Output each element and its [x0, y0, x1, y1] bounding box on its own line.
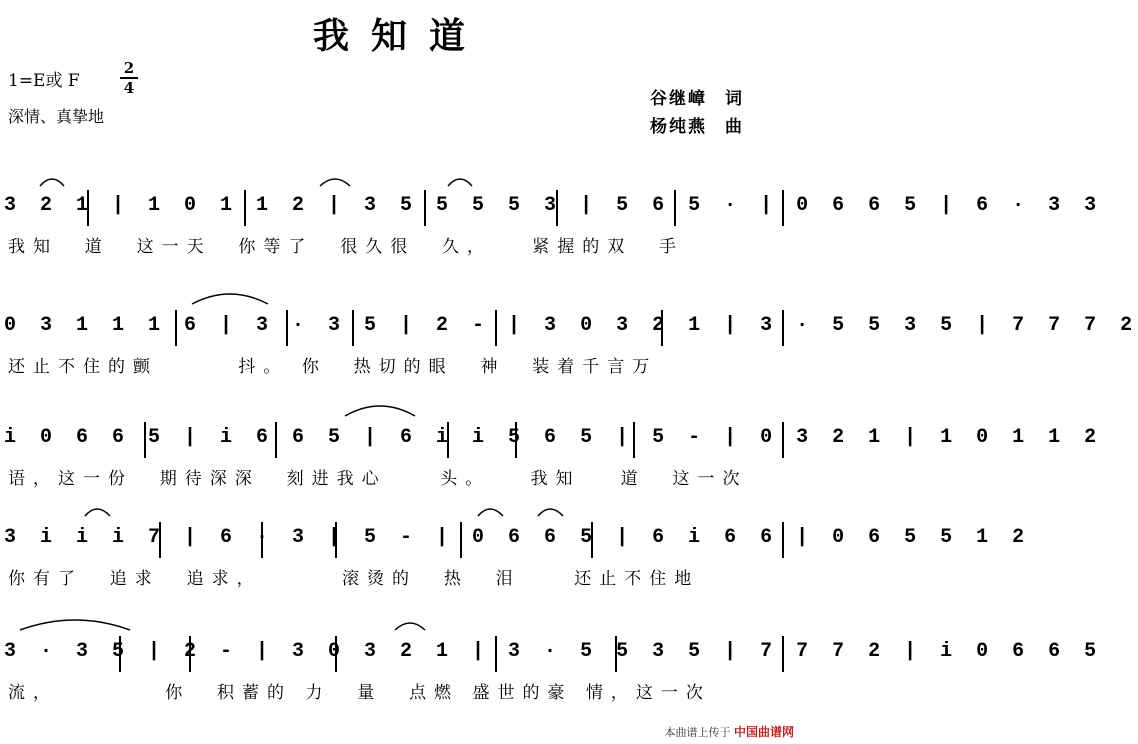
score-line-4 [0, 500, 1031, 600]
score-line-4-lyrics: 你有了 追求 追求， 滚烫的 热 泪 还止不住地 [8, 569, 700, 589]
score-line-5-lyrics: 流， 你 积蓄的 力 量 点燃 盛世的豪 情，这一次 [8, 683, 711, 703]
score-line-3-lyrics: 语，这一份 期待深深 刻进我心 头。 我知 道 这一次 [8, 469, 748, 489]
lyricist-credit [650, 84, 744, 109]
score-line-2-lyrics: 还止不住的颤 抖。 你 热切的眼 神 装着千言万 [8, 357, 658, 377]
footer-site[interactable]: 中国曲谱网 [733, 725, 794, 739]
score-line-4-notes: 3 i i i 7 | 6 · 3 | 5 - | 0 6 6 5 | 6 i 6 6 | 0 6 5 5 1 2 [4, 526, 1031, 549]
time-signature [118, 60, 140, 96]
tempo-marking: 深情、真挚地 [8, 107, 105, 126]
footer-prefix: 本曲谱上传于 [664, 726, 731, 739]
time-signature-top: 2 [123, 59, 135, 77]
score-line-3 [0, 400, 1103, 500]
score-line-5-notes: 3 · 3 5 | 2 - | 3 0 3 2 1 | 3 · 5 5 3 5 | 7 7 7 2 | i 0 6 6 5 [4, 640, 1103, 663]
lyricist-role: 词 [725, 89, 744, 109]
key-signature: 1=E或 F [8, 71, 80, 91]
page-title: 我知道 [312, 16, 487, 57]
score-line-2 [0, 288, 1138, 388]
score-line-1-notes: 3 2 1 | 1 0 1 1 2 | 3 5 5 5 5 3 | 5 6 5 · | 0 6 6 5 | 6 · 3 3 [4, 194, 1103, 217]
score-line-3-notes: i 0 6 6 5 | i 6 6 5 | 6 i i 5 6 5 | 5 - | 0 3 2 1 | 1 0 1 1 2 [4, 426, 1103, 449]
score-line-1-lyrics: 我知 道 这一天 你等了 很久很 久， 紧握的双 手 [8, 237, 685, 257]
score-line-1 [0, 168, 1103, 268]
composer-credit [650, 112, 744, 137]
score-line-5 [0, 614, 1103, 714]
lyricist-name: 谷继嶂 [650, 89, 707, 109]
composer-name: 杨纯燕 [650, 117, 707, 137]
score-line-2-notes: 0 3 1 1 1 6 | 3 · 3 5 | 2 - | 3 0 3 2 1 | 3 · 5 5 3 5 | 7 7 7 2 [4, 314, 1138, 337]
composer-role: 曲 [725, 117, 744, 137]
footer-watermark [664, 723, 794, 740]
time-signature-bottom: 4 [123, 79, 135, 97]
